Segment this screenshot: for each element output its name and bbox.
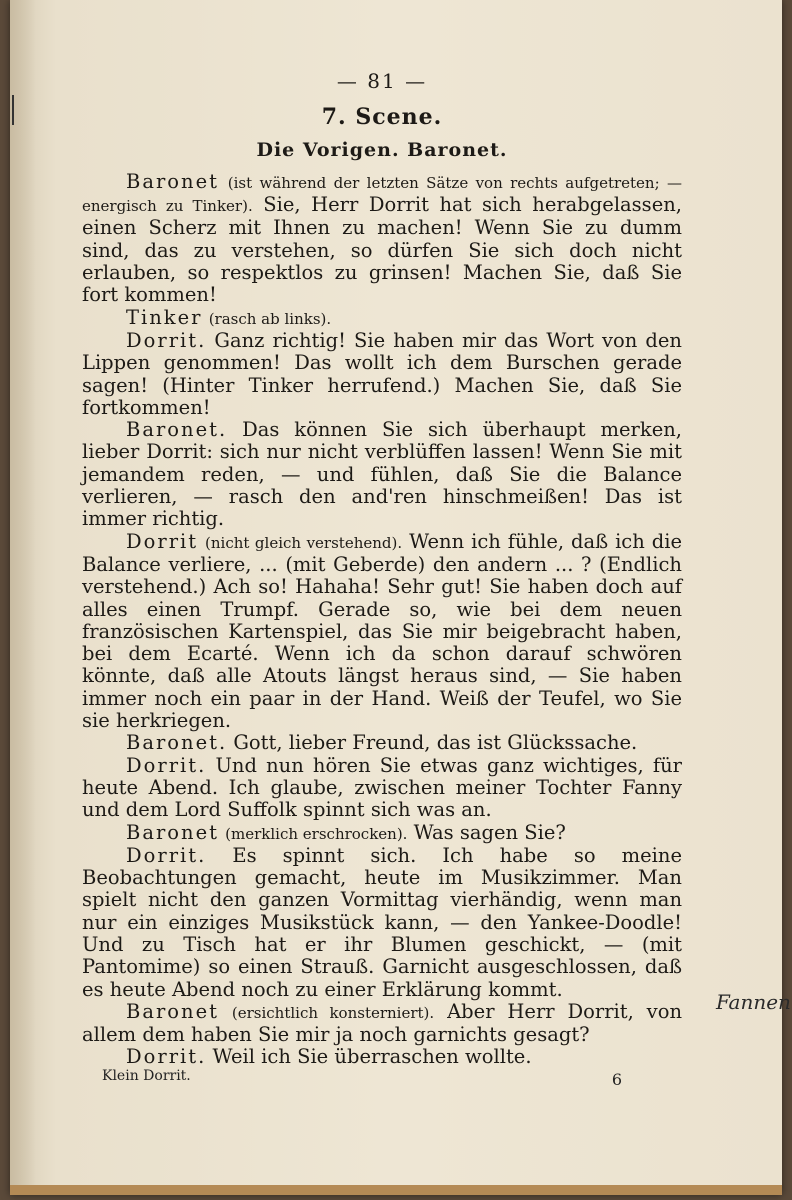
speaker-name: Tinker (126, 305, 203, 329)
margin-pencil-mark (12, 95, 14, 125)
page-number: — 81 — (336, 69, 428, 93)
dialogue-line (82, 822, 682, 845)
dialogue-line (82, 732, 682, 754)
dialogue-text: Gott, lieber Freund, das ist Glückssache. (233, 731, 638, 755)
stage-direction: (nicht gleich verstehend). (205, 533, 403, 552)
stage-direction: (merklich erschrocken). (225, 824, 408, 843)
speaker-name: Dorrit. (126, 753, 207, 777)
dialogue-text: Es spinnt sich. Ich habe so meine Beobachtungen gemacht, heute im Musikzimmer. Man spielt nicht den ganzen Vormittag vierhändig, wenn man nur ein einziges Musikstück kann, — den Yankee-Doodle! Und zu Tisch hat er ihr Blumen geschickt, — (mit Pantomime) so einen Strauß. Garnicht ausgeschlossen, daß es heute Abend noch zu einer Erklärung kommt. (82, 843, 683, 1001)
dialogue-text: Sie, Herr Dorrit hat sich herabgelassen, einen Scherz mit Ihnen zu machen! Wenn Sie zu dumm sind, das zu verstehen, so dürfen Sie sich doch nicht erlauben, so respektlos zu grinsen! Machen Sie, daß Sie fort kommen! (82, 193, 682, 307)
stage-direction: (rasch ab links). (208, 309, 332, 328)
speaker-name: Dorrit. (126, 1045, 207, 1069)
dialogue-line (82, 419, 682, 530)
stage-direction: (ersichtlich konsterniert). (231, 1003, 435, 1022)
dialogue-line (82, 1001, 682, 1047)
speaker-name: Baronet (126, 999, 219, 1023)
signature-mark: Klein Dorrit. (102, 1068, 191, 1084)
stage-direction: (ist während der letzten Sätze von rechts aufgetreten; — energisch zu Tinker). (82, 173, 683, 216)
dialogue-line (82, 171, 682, 307)
dialogue-text: Wenn ich fühle, daß ich die Balance verliere, ... (mit Geberde) den andern ... ? (Endlich verstehend.) Ach so! Hahaha! Sehr gut! Sie haben doch auf alles einen Trumpf. Gerade so, wie bei dem neuen französischen Kartenspiel, das Sie mir beigebracht haben, bei dem Ecarté. Wenn ich da schon darauf schwören könnte, daß alle Atouts längst heraus sind, — Sie haben immer noch ein paar in der Hand. Weiß der Teufel, wo Sie sie herkriegen. (82, 529, 682, 733)
dialogue-line (82, 330, 682, 419)
characters-line: Die Vorigen. Baronet. (256, 138, 508, 161)
speaker-name: Baronet (126, 820, 219, 844)
dialogue-text: Ganz richtig! Sie haben mir das Wort von den Lippen genommen! Das wollt ich dem Burschen gerade sagen! (Hinter Tinker herrufend.) Machen Sie, daß Sie fortkommen! (82, 328, 682, 419)
speaker-name: Dorrit. (126, 328, 207, 352)
dialogue-text: Aber Herr Dorrit, von allem dem haben Sie mir ja noch garnichts gesagt? (82, 999, 683, 1047)
dialogue-line (82, 1046, 682, 1068)
speaker-name: Baronet. (126, 418, 228, 442)
scene-heading: 7. Scene. (321, 104, 443, 131)
dialogue-line (82, 845, 682, 1001)
speaker-name: Dorrit. (126, 843, 207, 867)
sheet-number: 6 (611, 1070, 622, 1089)
dialogue-line (82, 307, 682, 330)
handwritten-note: Fannen (716, 990, 791, 1014)
speaker-name: Dorrit (126, 529, 199, 553)
page-bottom-edge (10, 1185, 782, 1195)
dialogue-text: Das können Sie sich überhaupt merken, lieber Dorrit: sich nur nicht verblüffen lassen! Wenn Sie mit jemandem reden, — und fühlen, daß Sie die Balance verlieren, — rasch den and'ren hinschmeißen! Das ist immer richtig. (82, 418, 682, 531)
dialogue-text: Und nun hören Sie etwas ganz wichtiges, für heute Abend. Ich glaube, zwischen meiner Tochter Fanny und dem Lord Suffolk spinnt sich was an. (82, 753, 682, 822)
dialogue-line (82, 531, 682, 733)
book-page (10, 0, 791, 1195)
dialogue-text: Was sagen Sie? (413, 820, 566, 844)
dialogue (82, 171, 682, 1069)
speaker-name: Baronet. (126, 731, 228, 755)
page-text (82, 70, 682, 1069)
dialogue-text: Weil ich Sie überraschen wollte. (212, 1045, 532, 1069)
speaker-name: Baronet (126, 169, 219, 193)
page-gutter-shadow (10, 0, 36, 1195)
dialogue-line (82, 755, 682, 822)
